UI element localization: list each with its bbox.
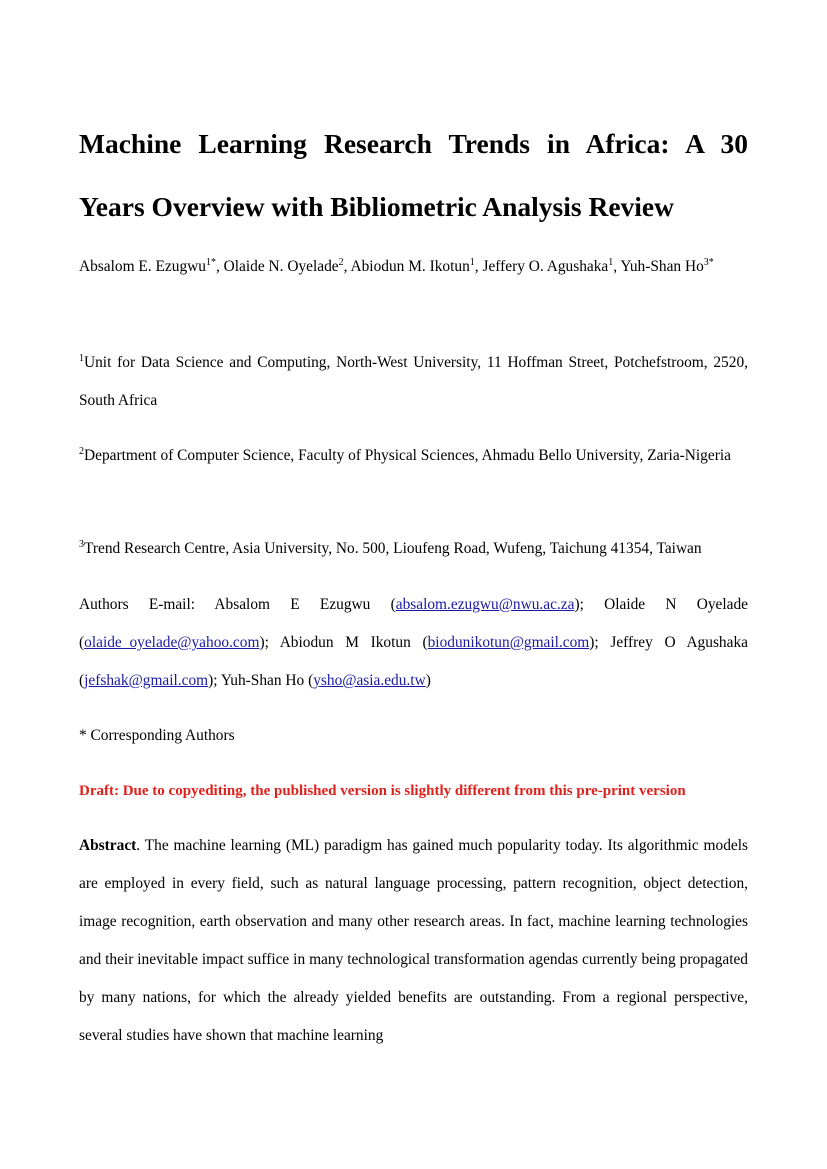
affiliation-text: Unit for Data Science and Computing, North-West University, 11 Hoffman Street, Potchefstroom, 2520, South Africa <box>79 354 748 409</box>
author-emails: Authors E-mail: Absalom E Ezugwu (absalom.ezugwu@nwu.ac.za); Olaide N Oyelade (olaide_oyelade@yahoo.com); Abiodun M Ikotun (biodunikotun@gmail.com); Jeffrey O Agushaka (jefshak@gmail.com); Yuh-Shan Ho (ysho@asia.edu.tw) <box>79 596 749 689</box>
email-link[interactable]: biodunikotun@gmail.com <box>427 634 590 651</box>
abstract-label: Abstract <box>79 837 137 854</box>
affiliation-2 <box>79 437 748 475</box>
affiliation-3 <box>79 530 748 568</box>
corresponding-note: * Corresponding Authors <box>79 727 235 744</box>
emails-label: Authors E-mail: <box>79 596 196 613</box>
author-name: Jeffery O. Agushaka <box>482 258 609 275</box>
affiliation-mark: 2 <box>79 445 84 457</box>
affiliation-text: Trend Research Centre, Asia University, No. 500, Lioufeng Road, Wufeng, Taichung 41354, Taiwan <box>84 540 702 557</box>
email-author-name: Yuh-Shan Ho <box>220 672 305 689</box>
email-author-name: Olaide N Oyelade <box>604 596 749 613</box>
author-mark: 2 <box>338 256 344 268</box>
email-author-name: Abiodun M Ikotun <box>279 634 411 651</box>
author-list: Absalom E. Ezugwu$^{1*}$, Olaide N. Oyelade$^2$, Abiodun M. Ikotun$^1$, Jeffery O. Agushaka$^1$, Yuh-Shan $Ho^{3*}$ <box>79 256 714 275</box>
affiliation-mark: 3 <box>79 538 84 550</box>
affiliation-text: Department of Computer Science, Faculty of Physical Sciences, Ahmadu Bello University, Zaria-Nigeria <box>84 447 731 464</box>
affiliation-1 <box>79 344 748 420</box>
email-link[interactable]: jefshak@gmail.com <box>84 672 209 689</box>
author-name: Absalom E. Ezugwu <box>79 258 206 275</box>
email-link[interactable]: absalom.ezugwu@nwu.ac.za <box>395 596 575 613</box>
author-mark: 3* <box>703 256 714 268</box>
author-mark: 1* <box>205 256 216 268</box>
email-link[interactable]: olaide_oyelade@yahoo.com <box>84 634 260 651</box>
affiliation-mark: 1 <box>79 352 84 364</box>
abstract-paragraph <box>79 827 748 1055</box>
abstract-text: . The machine learning (ML) paradigm has gained much popularity today. Its algorithmic models are employed in every field, such as natural language processing, pattern recognition, object detection, image recognition, earth observation and many other research areas. In fact, machine learning technologies and their inevitable impact suffice in many technological transformation agendas currently being propagated by many nations, for which the already yielded benefits are outstanding. From a regional perspective, several studies have shown that machine learning <box>79 837 748 1044</box>
author-mark: 1 <box>608 256 614 268</box>
author-name: Olaide N. Oyelade <box>223 258 339 275</box>
paper-title: Machine Learning Research Trends in Africa: A 30 Years Overview with Bibliometric Analysis Review <box>79 128 748 222</box>
author-name: Abiodun M. Ikotun <box>350 258 470 275</box>
author-name: Yuh-Shan Ho <box>620 258 704 275</box>
email-author-name: Absalom E Ezugwu <box>214 596 371 613</box>
email-link[interactable]: ysho@asia.edu.tw <box>313 672 426 689</box>
draft-notice: Draft: Due to copyediting, the published version is slightly different from this pre-print version <box>79 783 686 799</box>
author-mark: 1 <box>469 256 475 268</box>
email-author-name: Jeffrey O Agushaka <box>610 634 748 651</box>
